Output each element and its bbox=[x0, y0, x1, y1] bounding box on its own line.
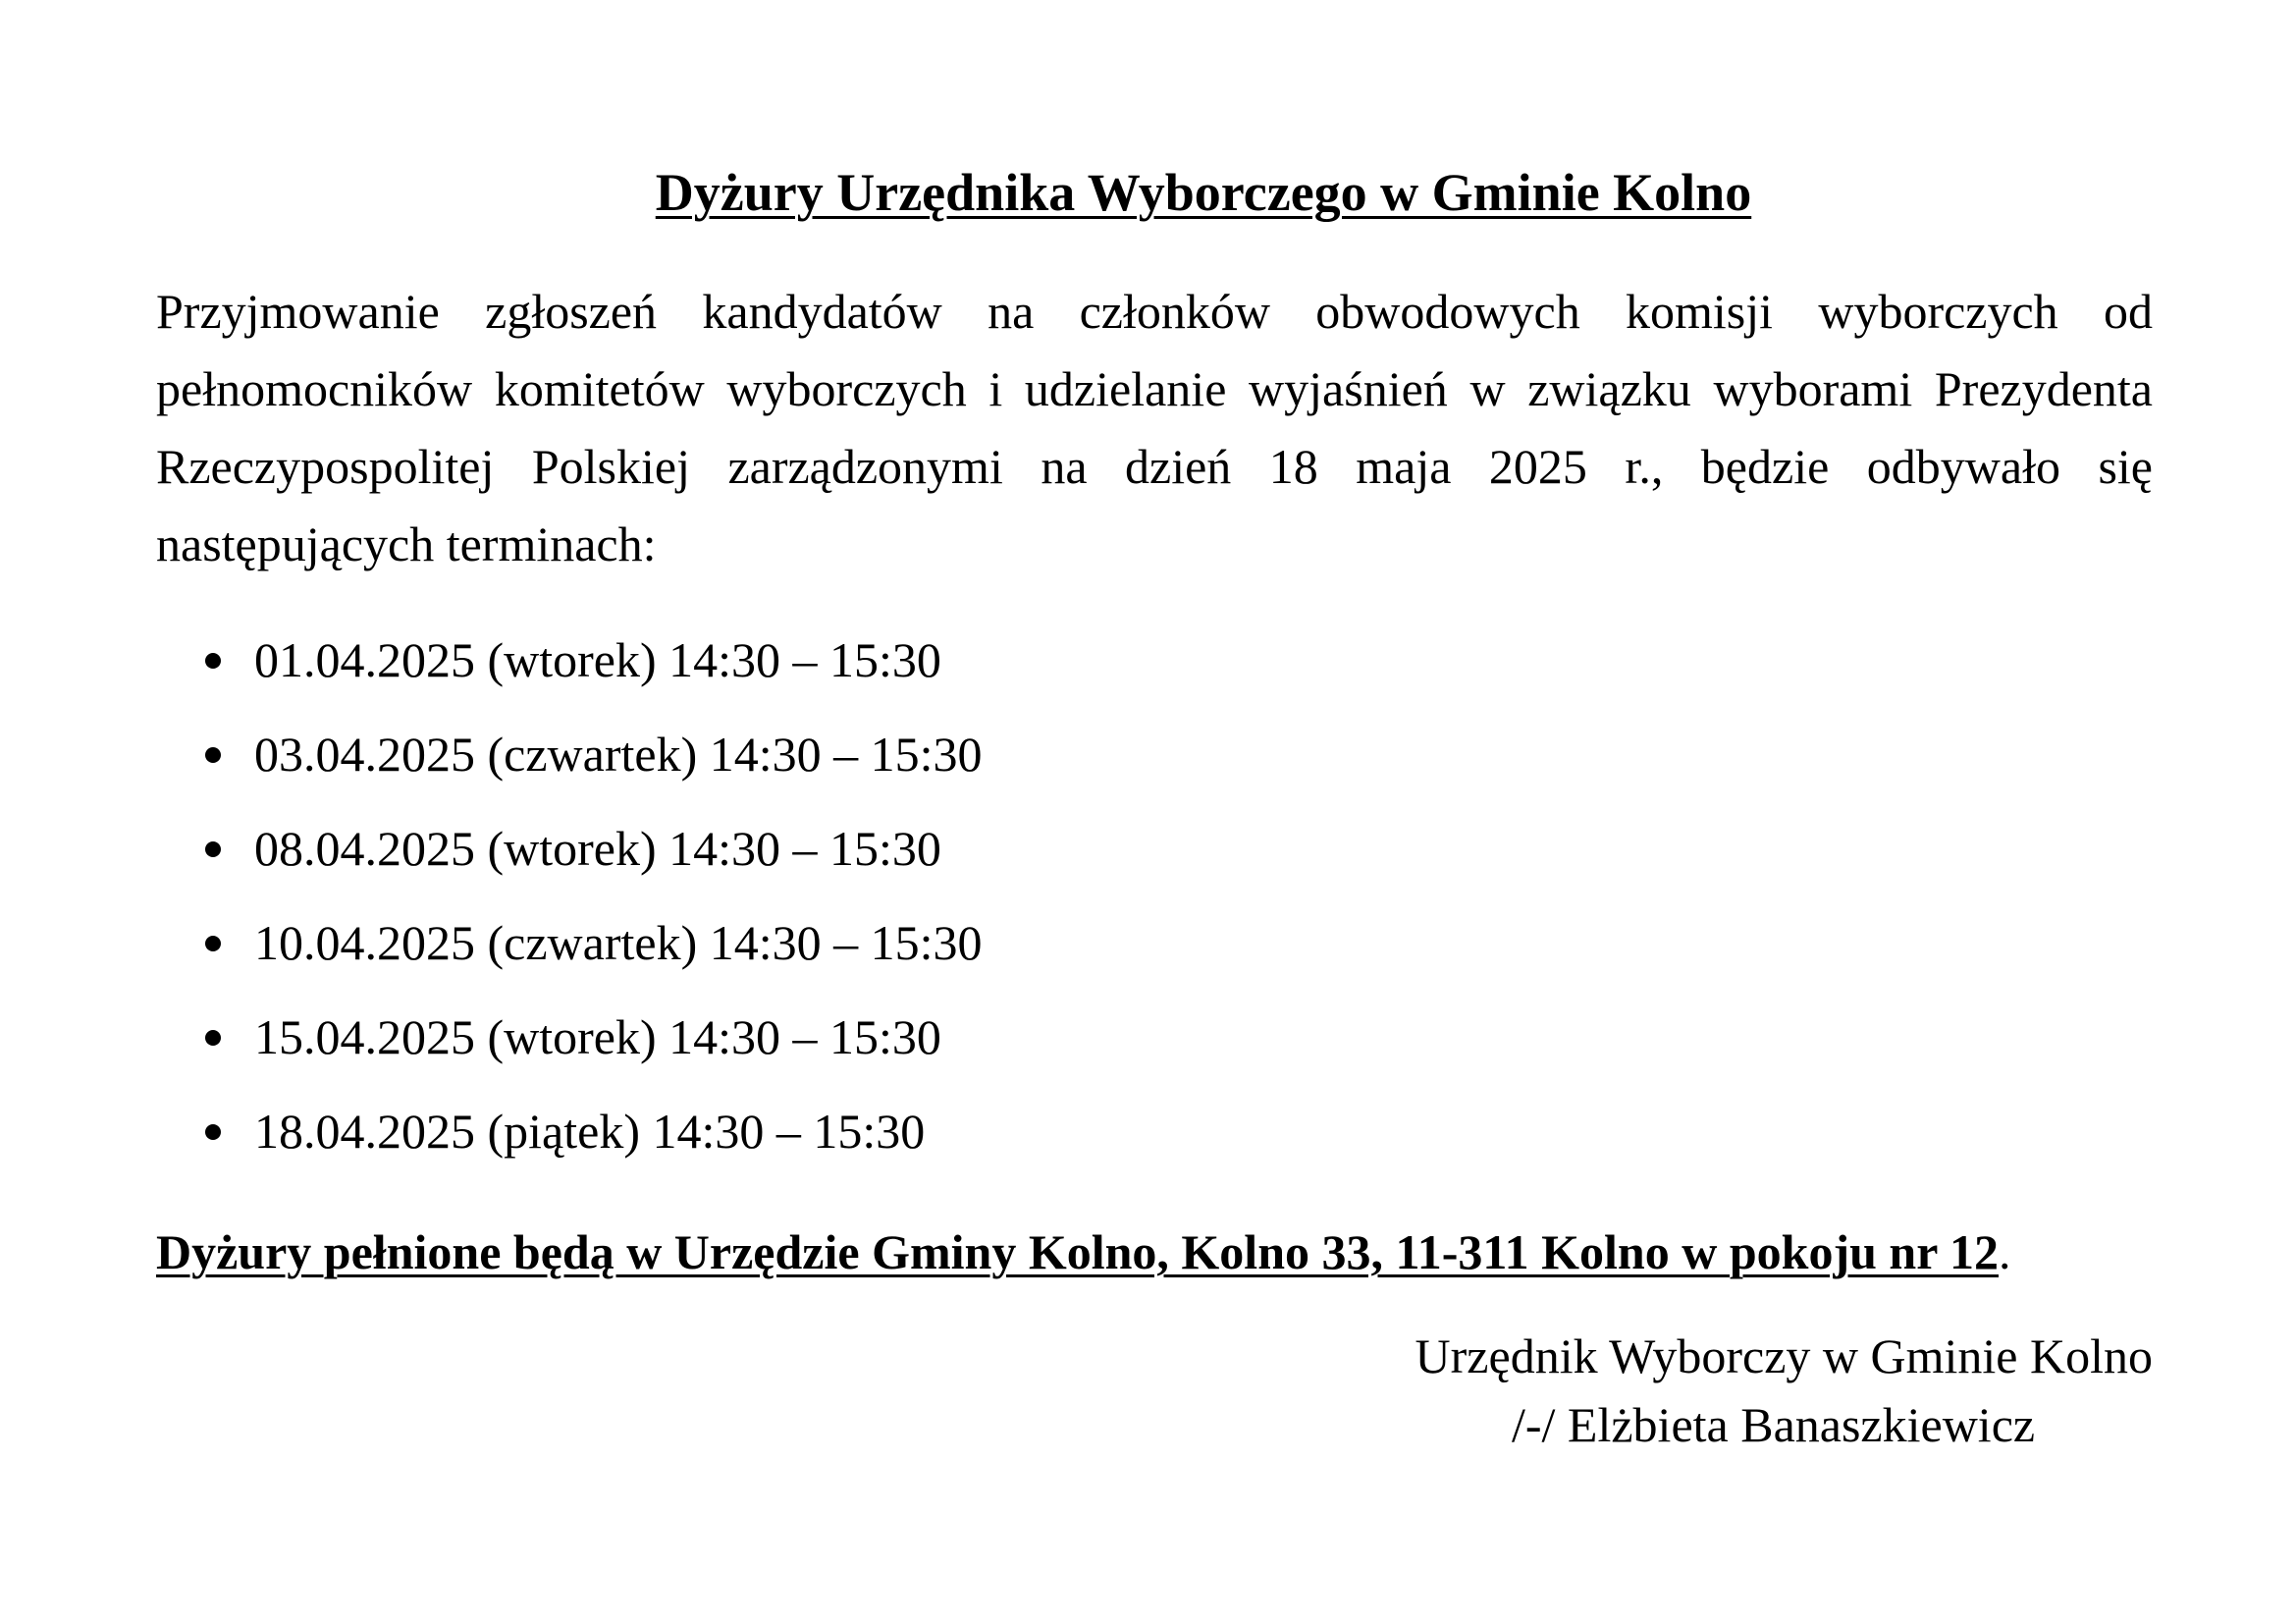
list-item bbox=[156, 1092, 1629, 1186]
list-item bbox=[156, 621, 1629, 715]
schedule-date: 18.04.2025 (piątek) 14:30 – 15:30 bbox=[254, 1104, 926, 1159]
bullet-icon bbox=[205, 936, 221, 951]
bullet-icon bbox=[205, 1030, 221, 1046]
schedule-date: 15.04.2025 (wtorek) 14:30 – 15:30 bbox=[254, 1009, 941, 1064]
location-period: . bbox=[1999, 1224, 2011, 1279]
list-item bbox=[156, 715, 1629, 809]
bullet-icon bbox=[205, 747, 221, 763]
schedule-date: 10.04.2025 (czwartek) 14:30 – 15:30 bbox=[254, 915, 983, 970]
schedule-date: 08.04.2025 (wtorek) 14:30 – 15:30 bbox=[254, 821, 941, 876]
signature-role: Urzędnik Wyborczy w Gminie Kolno bbox=[1415, 1328, 2153, 1383]
list-item bbox=[156, 809, 1629, 903]
location-notice bbox=[156, 1218, 2011, 1286]
document-title: Dyżury Urzędnika Wyborczego w Gminie Kolno bbox=[655, 163, 1752, 222]
schedule-list bbox=[156, 621, 1629, 1186]
location-text: Dyżury pełnione będą w Urzędzie Gminy Kolno, Kolno 33, 11-311 Kolno w pokoju nr 12 bbox=[156, 1224, 2000, 1279]
intro-paragraph: Przyjmowanie zgłoszeń kandydatów na członków obwodowych komisji wyborczych od pełnomocników komitetów wyborczych i udzielanie wyjaśnień w związku wyborami Prezydenta Rzeczypospolitej Polskiej zarządzonymi na dzień 18 maja 2025 r., będzie odbywało się następujących terminach: bbox=[156, 284, 2153, 571]
list-item bbox=[156, 903, 1629, 998]
signature-name: /-/ Elżbieta Banaszkiewicz bbox=[1512, 1397, 2036, 1452]
bullet-icon bbox=[205, 841, 221, 857]
list-item bbox=[156, 998, 1629, 1092]
schedule-date: 03.04.2025 (czwartek) 14:30 – 15:30 bbox=[254, 727, 983, 782]
bullet-icon bbox=[205, 653, 221, 669]
schedule-date: 01.04.2025 (wtorek) 14:30 – 15:30 bbox=[254, 632, 941, 687]
bullet-icon bbox=[205, 1124, 221, 1140]
